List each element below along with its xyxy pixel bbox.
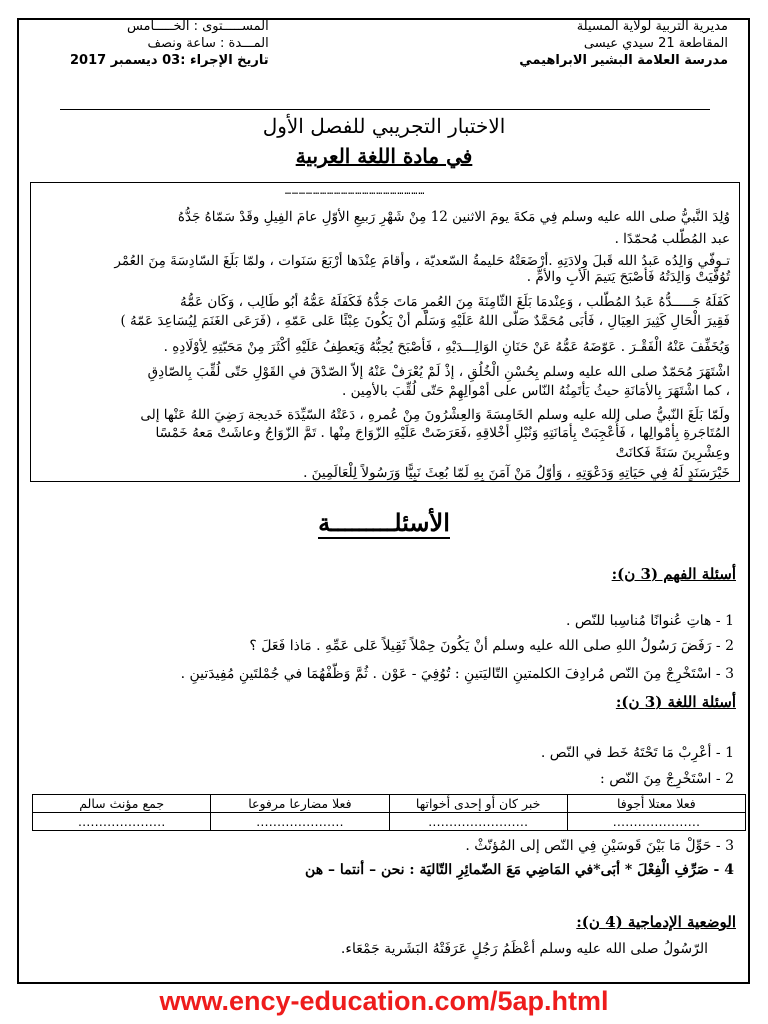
language-question-2: 2 - اسْتَخْرِجْ مِنَ النّص : <box>600 771 734 787</box>
comprehension-question-3: 3 - اسْتَخْرِجْ مِنَ النّص مُرادِفَ الكلمتينِ التّاليَتينِ : تُوُفِيَ - عَوْن . ثُمَّ وَظّفْهُمَا في جُمْلتَينِ مُفِيدَتينِ . <box>180 666 734 682</box>
passage-line: كَفَلَهُ جَـــــدُّهُ عَبدُ المُطّلب ، وَعِنْدمَا بَلَغَ الثّامِنَةَ مِنَ العُمرِ مَاتَ جَدُّهُ فَكَفَلَهُ عَمُّهُ أبُو طَالِب ، وَكَان عَمُّهُ <box>180 294 730 310</box>
language-heading: أسئلة اللغة (3 ن): <box>615 693 736 711</box>
footer-url[interactable]: www.ency-education.com/5ap.html <box>159 986 609 1016</box>
exam-info-header <box>70 18 269 69</box>
table-header-cell: فعلا مضارعا مرفوعا <box>211 795 389 813</box>
comprehension-question-2: 2 - رَفَضَ رَسُولُ اللهِ صلى الله عليه وسلم أنْ يَكُونَ حِمْلاً ثَقِيلاً عَلى عَمِّهِ . مَاذا فَعَلَ ؟ <box>249 638 734 654</box>
passage-line: تُوُفّيَتْ وَالِدَتُهُ فَأصْبَحَ يَتيمَ الأبِ والأمِّ . <box>526 269 730 285</box>
passage-line: ، كما اشْتَهَرَ بِالأمَانَةِ حيثُ يَأتَمِنُهُ النّاس على أمْوالِهِمْ حَتّى لُقِّبَ بالأمِين . <box>342 383 730 399</box>
questions-title-text: الأسئلـــــــــة <box>318 508 450 537</box>
passage-line: خَيْرَسَنَدٍ لَهُ فِي حَيَاتِهِ وَدَعْوَتِهِ ، وَأوّلُ مَنْ آمَنَ بِهِ لَمّا بُعِثَ نَبِيًّا وَرَسُولاً لِلْعَالَمِينَ . <box>303 465 730 481</box>
exam-subject-text: في مادة اللغة العربية <box>295 144 473 168</box>
integration-text: الرّسُولُ صلى الله عليه وسلم أعْظَمُ رَجُلٍ عَرَفَتْهُ البَشَرية جَمْعَاء. <box>340 941 708 957</box>
language-question-3: 3 - حَوِّلْ مَا بَيْنَ قَوسَيْنِ فِي النّص إلى المُؤنّثْ . <box>465 838 734 854</box>
extraction-table <box>32 794 746 831</box>
language-question-4: 4 - صَرِّفِ الْفِعْلَ * أبَى*في المَاضِي مَعَ الضّمائِرِ التّاليَة : نحن – أنتما – هن <box>305 862 734 878</box>
language-question-1: 1 - أعْرِبْ مَا تَحْتَهُ خَط في النّص . <box>540 745 734 761</box>
passage-line: عبد المُطّلب مُحمّدًا . <box>614 231 730 247</box>
passage-dots: …………………………………………………… <box>285 186 426 197</box>
header-divider <box>60 109 710 110</box>
passage-line: وَيُخَفِّفَ عَنْهُ الْفَقْـرَ . عَوّضَهُ عَمُّهُ عَنْ حَنَانِ الوَالِـــدَيْهِ ، فَأصْبَحَ يُحِبُّهُ وَيَعطِفُ عَلَيْهِ أكْثَرَ مِنْ مَحَبّتِهِ لِأوْلَادِهِ . <box>163 339 730 355</box>
passage-line: فَقِيرَ الْحَالِ كَثِيرَ العِيَالِ ، فَأبَى مُحَمَّدٌ صَلّى اللهُ عَلَيْهِ وَسَلّم أنْ يَكُونَ عِبْئًا عَلى عَمّهِ ، (فَرَعَى الغَنَمَ لِيُسَاعِدَ عَمّهُ ) <box>120 313 730 329</box>
level-label: المســـــتوى : الخـــــامس <box>126 19 269 34</box>
table-answer-cell: ………………… <box>567 813 745 831</box>
integration-heading: الوضعية الإدماجية (4 ن): <box>576 913 736 931</box>
table-header-row <box>33 795 746 813</box>
table-answer-row <box>33 813 746 831</box>
passage-line: ولَمّا بَلَغَ النّبيُّ صلى الله عليه وسلم الخَامِسَةَ وَالعِشْرُونَ مِنْ عُمرهِ ، دَعَتْهُ السّيِّدَة خَديجة رَضِيَ اللهُ عَنْها إلى <box>140 407 730 423</box>
exam-subject <box>0 142 768 170</box>
school-name: مدرسة العلامة البشير الابراهيمي <box>519 53 728 68</box>
table-answer-cell: ………………… <box>33 813 211 831</box>
passage-line: تـوفّي وَالِدُه عَبدُ الله قَبلَ وِلادَتِهِ .أرْضَعَتْهُ حَليمةُ السّعديّة ، وأقامَ عِنْدَها أرْبَعَ سَنَوات ، ولمّا بَلَغَ السّادِسَةَ مِنَ العُمْر <box>114 253 730 269</box>
table-answer-cell: …………………… <box>389 813 567 831</box>
passage-line: المُتَاجَرةِ بِأمْوالِها ، فَأُعْجِبَتْ بِأمَانَتِهِ وَنُبْلِ أخْلاقِهِ ،فَعَرَضَتْ عَلَيْهِ الزّوَاجَ مِنْها . تَمَّ الزّوَاجُ وعاشَتْ مَعهُ خَمْسًا <box>155 425 730 441</box>
passage-line: وعِشْرِينَ سَنَةً فَكانَتْ <box>615 445 730 461</box>
passage-line: اشْتَهَرَ مُحَمّدٌ صلى الله عليه وسلم بِحُسْنِ الْخُلُقِ ، إذْ لَمْ يُعْرَفْ عَنْهُ إلاّ الصّدْقَ في القَوْلِ حَتّى لُقِّبَ بِالصّادِقِ <box>147 364 730 380</box>
comprehension-heading: أسئلة الفهم (3 ن): <box>611 565 736 583</box>
table-header-cell: فعلا معتلا أجوفا <box>567 795 745 813</box>
passage-line: وُلِدَ النَّبيُّ صلى الله عليه وسلم فِي مَكةَ يومَ الاثنين 12 مِنْ شَهْرِ رَبيعِ الأوّلِ عامَ الفِيلِ وقَدْ سَمّاهُ جَدُّهُ <box>177 209 730 225</box>
duration-label: المـــدة : ساعة ونصف <box>147 36 269 51</box>
directorate-label: مديرية التربية لولاية المسيلة <box>576 19 728 34</box>
table-answer-cell: ………………… <box>211 813 389 831</box>
table-header-cell: جمع مؤنث سالم <box>33 795 211 813</box>
table-header-cell: خبر كان أو إحدى أخواتها <box>389 795 567 813</box>
questions-title <box>0 508 768 537</box>
district-label: المقاطعة 21 سيدي عيسى <box>583 36 728 51</box>
exam-title: الاختبار التجريبي للفصل الأول <box>262 114 506 138</box>
exam-date: تاريخ الإجراء :03 ديسمبر 2017 <box>70 53 269 68</box>
comprehension-question-1: 1 - هاتِ عُنوانًا مُناسِبا للنّص . <box>566 613 734 629</box>
school-header <box>519 18 728 69</box>
